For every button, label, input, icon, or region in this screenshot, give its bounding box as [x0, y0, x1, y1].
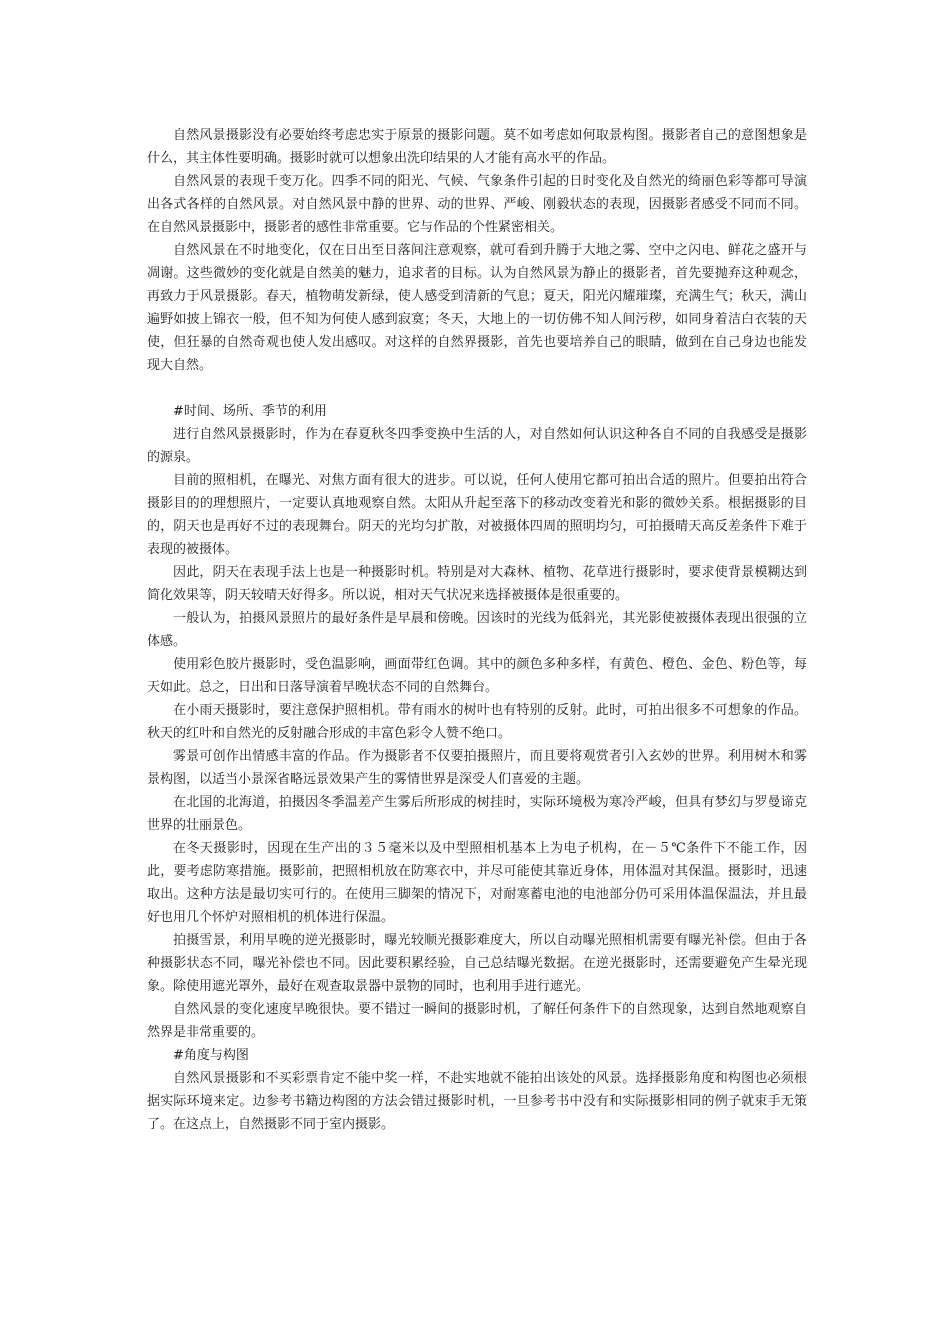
paragraph: 目前的照相机，在曝光、对焦方面有很大的进步。可以说，任何人使用它都可拍出合适的照片。但要拍出符合摄影目的的理想照片，一定要认真地观察自然。太阳从升起至落下的移动改变着光和影的微妙关系。根据摄影的目的，阴天也是再好不过的表现舞台。阴天的光均匀扩散，对被摄体四周的照明均匀，可拍摄晴天高反差条件下难于表现的被摄体。: [147, 473, 807, 557]
paragraph: 自然风景摄影没有必要始终考虑忠实于原景的摄影问题。莫不如考虑如何取景构图。摄影者自己的意图想象是什么，其主体性要明确。摄影时就可以想象出洗印结果的人才能有高水平的作品。: [147, 128, 807, 166]
paragraph: 在小雨天摄影时，要注意保护照相机。带有雨水的树叶也有特别的反射。此时，可拍出很多不可想象的作品。秋天的红叶和自然光的反射融合形成的丰富色彩令人赞不绝口。: [147, 703, 807, 741]
paragraph: 一般认为，拍摄风景照片的最好条件是早晨和傍晚。因该时的光线为低斜光，其光影使被摄体表现出很强的立体感。: [147, 611, 807, 649]
document-body: [147, 124, 807, 1136]
paragraph: 在北国的北海道，拍摄因冬季温差产生雾后所形成的树挂时，实际环境极为寒冷严峻，但具有梦幻与罗曼谛克世界的壮丽景色。: [147, 795, 807, 833]
paragraph: 在冬天摄影时，因现在生产出的３５毫米以及中型照相机基本上为电子机构，在－５℃条件下不能工作，因此，要考虑防寒措施。摄影前，把照相机放在防寒衣中，并尽可能使其靠近身体，用体温对其保温。摄影时，迅速取出。这种方法是最切实可行的。在使用三脚架的情况下，对耐寒蓄电池的电池部分仍可采用体温保温法，并且最好也用几个怀炉对照相机的机体进行保温。: [147, 841, 807, 925]
paragraph: 自然风景的表现千变万化。四季不同的阳光、气候、气象条件引起的日时变化及自然光的绮丽色彩等都可导演出各式各样的自然风景。对自然风景中静的世界、动的世界、严峻、刚毅状态的表现，因摄影者感受不同而不同。在自然风景摄影中，摄影者的感性非常重要。它与作品的个性紧密相关。: [147, 174, 807, 235]
paragraph: 自然风景在不时地变化，仅在日出至日落间注意观察，就可看到升腾于大地之雾、空中之闪电、鲜花之盛开与凋谢。这些微妙的变化就是自然美的魅力，追求者的目标。认为自然风景为静止的摄影者，首先要抛弃这种观念，再致力于风景摄影。春天，植物萌发新绿，使人感受到清新的气息；夏天，阳光闪耀璀璨，充满生气；秋天，满山遍野如披上锦衣一般，但不知为何使人感到寂寞；冬天，大地上的一切仿佛不知人间污秽，如同身着洁白衣装的天使，但狂暴的自然奇观也使人发出感叹。对这样的自然界摄影，首先也要培养自己的眼睛，做到在自己身边也能发现大自然。: [147, 243, 807, 373]
section-heading: #时间、场所、季节的利用: [173, 404, 327, 419]
paragraph: 雾景可创作出情感丰富的作品。作为摄影者不仅要拍摄照片，而且要将观赏者引入玄妙的世界。利用树木和雾景构图，以适当小景深省略远景效果产生的雾情世界是深受人们喜爱的主题。: [147, 749, 807, 787]
paragraph-gap: [147, 377, 807, 400]
section-heading: #角度与构图: [173, 1048, 249, 1063]
paragraph: 自然风景摄影和不买彩票肯定不能中奖一样，不赴实地就不能拍出该处的风景。选择摄影角度和构图也必须根据实际环境来定。边参考书籍边构图的方法会错过摄影时机，一旦参考书中没有和实际摄影相同的例子就束手无策了。在这点上，自然摄影不同于室内摄影。: [147, 1071, 807, 1132]
paragraph: 进行自然风景摄影时，作为在春夏秋冬四季变换中生活的人，对自然如何认识这种各自不同的自我感受是摄影的源泉。: [147, 427, 807, 465]
paragraph: 拍摄雪景，利用早晚的逆光摄影时，曝光较顺光摄影难度大，所以自动曝光照相机需要有曝光补偿。但由于各种摄影状态不同，曝光补偿也不同。因此要积累经验，自己总结曝光数据。在逆光摄影时，还需要避免产生晕光现象。除使用遮光罩外，最好在观查取景器中景物的同时，也利用手进行遮光。: [147, 933, 807, 994]
paragraph: 自然风景的变化速度早晚很快。要不错过一瞬间的摄影时机，了解任何条件下的自然现象，达到自然地观察自然界是非常重要的。: [147, 1002, 807, 1040]
paragraph: 使用彩色胶片摄影时，受色温影响，画面带红色调。其中的颜色多种多样，有黄色、橙色、金色、粉色等，每天如此。总之，日出和日落导演着早晚状态不同的自然舞台。: [147, 657, 807, 695]
paragraph: 因此，阴天在表现手法上也是一种摄影时机。特别是对大森林、植物、花草进行摄影时，要求使背景模糊达到简化效果等，阴天较晴天好得多。所以说，相对天气状况来选择被摄体是很重要的。: [147, 565, 807, 603]
